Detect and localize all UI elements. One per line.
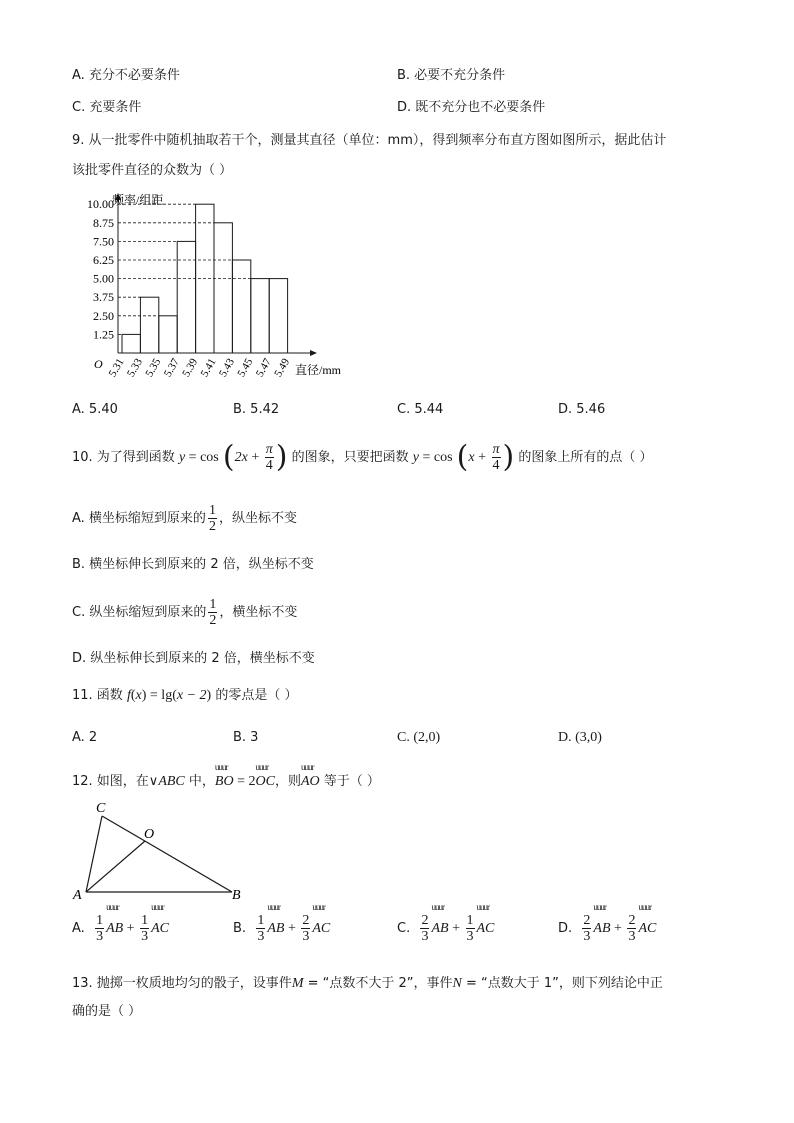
vector-arrow: uuur	[151, 902, 164, 912]
histogram-bar	[159, 316, 177, 353]
q9-option-d: D. 5.46	[558, 402, 606, 417]
x-axis-label: 直径/mm	[295, 363, 342, 377]
coef-fraction	[582, 913, 591, 944]
plus-sign: +	[610, 921, 626, 936]
q12-stem	[72, 762, 380, 792]
option-text: A. 横坐标缩短到原来的	[72, 511, 206, 526]
q12-option-c	[397, 902, 495, 946]
vector-label: AB	[106, 921, 124, 936]
vector-label: AC	[151, 921, 169, 936]
option-text: ，纵坐标不变	[218, 511, 297, 526]
vector-oc	[255, 762, 275, 792]
q10-prefix: 10. 为了得到函数	[72, 450, 175, 465]
right-paren: )	[275, 439, 288, 475]
q11-option-d: D. (3,0)	[558, 730, 602, 745]
y-tick-label: 6.25	[93, 253, 114, 267]
q9-stem-line2: 该批零件直径的众数为（ ）	[72, 163, 233, 178]
vector-ab	[267, 902, 285, 946]
q10-eq-cos2: = cos	[418, 450, 453, 465]
vector-arrow: uuur	[431, 902, 444, 912]
y-tick-label: 10.00	[87, 197, 114, 212]
plus-sign: +	[284, 921, 300, 936]
q13-pre: 13. 抛掷一枚质地均匀的骰子，设事件	[72, 976, 292, 991]
vector-arrow: uuur	[255, 762, 268, 772]
q11-x: x	[135, 688, 142, 703]
frac-den: 3	[421, 929, 429, 944]
vector-ab	[593, 902, 611, 946]
x-tick-label: 5.33	[124, 356, 145, 380]
x-tick-label: 5.37	[161, 356, 182, 380]
q12-suffix: 等于（ ）	[319, 774, 380, 789]
vector-ac	[638, 902, 657, 946]
q10-plus: +	[247, 450, 263, 465]
q13-mid: = “点数不大于 2”，事件	[303, 976, 453, 991]
q11-arg: x − 2	[176, 688, 207, 703]
vector-ac	[312, 902, 331, 946]
q12-eq: = 2	[233, 774, 256, 789]
q10-option-d: D. 纵坐标伸长到原来的 2 倍，横坐标不变	[72, 651, 315, 666]
y-tick-label: 5.00	[93, 271, 114, 286]
frac-den: 3	[628, 929, 636, 944]
frac-num: 2	[302, 913, 310, 928]
frac-num: 1	[141, 913, 149, 928]
q10-y: y	[178, 450, 186, 465]
q9-stem-line1: 9. 从一批零件中随机抽取若干个，测量其直径（单位：mm），得到频率分布直方图如图所示，据此估计	[72, 133, 667, 148]
q11-prefix: 11. 函数	[72, 688, 123, 703]
half-fraction	[208, 503, 217, 534]
frac-num: 2	[421, 913, 429, 928]
q11-suffix: 的零点是（ ）	[215, 688, 298, 703]
vector-label: AB	[431, 921, 449, 936]
frequency-histogram	[60, 188, 360, 388]
y-tick-label: 2.50	[93, 308, 114, 323]
frac-den: 2	[208, 519, 216, 534]
x-tick-label: 5.43	[216, 356, 237, 380]
option-letter: D.	[558, 921, 573, 936]
histogram-bar	[122, 334, 140, 353]
vector-label: BO	[214, 774, 234, 789]
q11-eq: = lg	[146, 688, 173, 703]
q8-option-d: D. 既不充分也不必要条件	[397, 100, 546, 115]
vector-label: AO	[300, 774, 320, 789]
frac-den: 4	[265, 458, 273, 473]
q10-y2: y	[412, 450, 419, 465]
frac-num: 1	[257, 913, 265, 928]
q13-post: = “点数大于 1”，则下列结论中正	[461, 976, 663, 991]
left-paren: (	[456, 439, 469, 475]
q10-pi-over-4-b	[492, 442, 501, 473]
histogram-bar	[251, 279, 269, 353]
q11-option-b: B. 3	[233, 730, 259, 745]
x-tick-label: 5.39	[180, 356, 201, 380]
x-axis-arrow	[310, 350, 317, 356]
frac-num: 2	[583, 913, 591, 928]
vertex-label-b: B	[232, 888, 241, 903]
vector-arrow: uuur	[312, 902, 325, 912]
vertex-label-a: A	[73, 888, 82, 903]
right-paren: )	[206, 688, 212, 703]
histogram-bar	[214, 223, 232, 353]
vector-arrow: uuur	[593, 902, 606, 912]
q9-option-b: B. 5.42	[233, 402, 280, 417]
q12-option-b	[233, 902, 331, 946]
right-paren: )	[502, 439, 515, 475]
q10-stem	[72, 440, 653, 476]
vector-arrow: uuur	[106, 902, 119, 912]
option-letter: A.	[72, 921, 85, 936]
q9-option-c: C. 5.44	[397, 402, 444, 417]
y-axis-label: 频率/组距	[112, 193, 164, 207]
q11-option-a: A. 2	[72, 730, 98, 745]
vector-ac	[476, 902, 495, 946]
vector-bo	[214, 762, 234, 792]
frac-den: 3	[466, 929, 474, 944]
vector-label: AC	[312, 921, 331, 936]
coef-fraction	[140, 913, 149, 944]
q13-m: M	[291, 976, 304, 991]
coef-fraction	[256, 913, 265, 944]
q8-option-c: C. 充要条件	[72, 100, 142, 115]
frac-num: π	[265, 442, 273, 457]
histogram-bar	[269, 279, 287, 353]
vector-arrow: uuur	[214, 762, 228, 772]
frac-num: π	[492, 442, 500, 457]
plus-sign: +	[448, 921, 464, 936]
coef-fraction	[466, 913, 475, 944]
q12-prefix: 12. 如图，在∨	[72, 774, 159, 789]
q12-mid2: ，则	[274, 774, 301, 789]
frac-den: 2	[209, 613, 217, 628]
vector-arrow: uuur	[267, 902, 280, 912]
histogram-bar	[177, 241, 195, 353]
option-text: ，横坐标不变	[219, 605, 298, 620]
left-paren: (	[222, 439, 235, 475]
q12-option-d	[558, 902, 657, 946]
x-tick-label: 5.49	[272, 356, 293, 380]
x-tick-label: 5.35	[143, 356, 164, 380]
option-letter: C.	[397, 921, 411, 936]
vector-ab	[431, 902, 449, 946]
q8-option-a: A. 充分不必要条件	[72, 68, 180, 83]
vector-arrow: uuur	[638, 902, 651, 912]
q10-mid: 的图象，只要把函数	[291, 450, 409, 465]
frac-den: 3	[583, 929, 591, 944]
q12-option-a	[72, 902, 169, 946]
q8-option-b: B. 必要不充分条件	[397, 68, 506, 83]
vector-label: AB	[593, 921, 611, 936]
y-tick-label: 1.25	[93, 327, 114, 342]
x-tick-label: 5.41	[198, 356, 219, 380]
q10-option-b: B. 横坐标伸长到原来的 2 倍，纵坐标不变	[72, 557, 314, 572]
q10-x: x	[468, 450, 475, 465]
frac-num: 2	[628, 913, 636, 928]
left-paren: (	[130, 688, 136, 703]
x-tick-label: 5.31	[106, 356, 127, 380]
q11-f: f	[126, 688, 131, 703]
vector-arrow: uuur	[300, 762, 314, 772]
q13-stem-line1	[72, 975, 663, 993]
histogram-bar	[140, 297, 158, 353]
right-paren: )	[141, 688, 147, 703]
x-tick-label: 5.45	[235, 356, 256, 380]
q12-abc: ABC	[158, 774, 185, 789]
vector-label: OC	[255, 774, 275, 789]
vector-label: AB	[267, 921, 285, 936]
frac-den: 3	[302, 929, 310, 944]
frac-den: 3	[257, 929, 265, 944]
side-cb	[102, 816, 232, 892]
frac-den: 4	[492, 458, 500, 473]
q13-n: N	[452, 976, 462, 991]
frac-den: 3	[141, 929, 149, 944]
coef-fraction	[420, 913, 429, 944]
vector-ac	[151, 902, 169, 946]
histogram-bar	[232, 260, 250, 353]
frac-den: 3	[96, 929, 104, 944]
vector-arrow: uuur	[476, 902, 489, 912]
triangle-figure	[70, 798, 250, 904]
frac-num: 1	[208, 503, 216, 518]
plus-sign: +	[123, 921, 139, 936]
vector-label: AC	[476, 921, 495, 936]
q10-eq-cos: = cos	[185, 450, 219, 465]
left-paren: (	[172, 688, 177, 703]
q12-mid: 中，	[184, 774, 215, 789]
y-tick-label: 8.75	[93, 215, 114, 230]
vector-ao	[300, 762, 320, 792]
frac-num: 1	[96, 913, 104, 928]
origin-label: O	[94, 357, 103, 371]
vertex-label-o: O	[144, 827, 155, 842]
vertex-label-c: C	[96, 801, 106, 816]
frac-num: 1	[466, 913, 474, 928]
option-text: C. 纵坐标缩短到原来的	[72, 605, 207, 620]
x-tick-label: 5.47	[253, 356, 274, 380]
y-tick-label: 3.75	[93, 290, 114, 305]
q10-option-a	[72, 502, 297, 536]
coef-fraction	[627, 913, 636, 944]
vector-ab	[106, 902, 124, 946]
half-fraction	[208, 597, 217, 628]
q10-2x: 2x	[234, 450, 248, 465]
y-tick-label: 7.50	[93, 234, 114, 249]
q13-stem-line2: 确的是（ ）	[72, 1004, 142, 1019]
q11-option-c: C. (2,0)	[397, 730, 441, 745]
option-letter: B.	[233, 921, 247, 936]
q10-suffix: 的图象上所有的点（ ）	[518, 450, 653, 465]
frac-num: 1	[209, 597, 217, 612]
q10-plus2: +	[474, 450, 490, 465]
q10-option-c	[72, 596, 297, 630]
q10-pi-over-4	[265, 442, 274, 473]
vector-label: AC	[638, 921, 657, 936]
q11-stem	[72, 686, 298, 706]
q9-option-a: A. 5.40	[72, 402, 118, 417]
coef-fraction	[95, 913, 104, 944]
coef-fraction	[301, 913, 310, 944]
